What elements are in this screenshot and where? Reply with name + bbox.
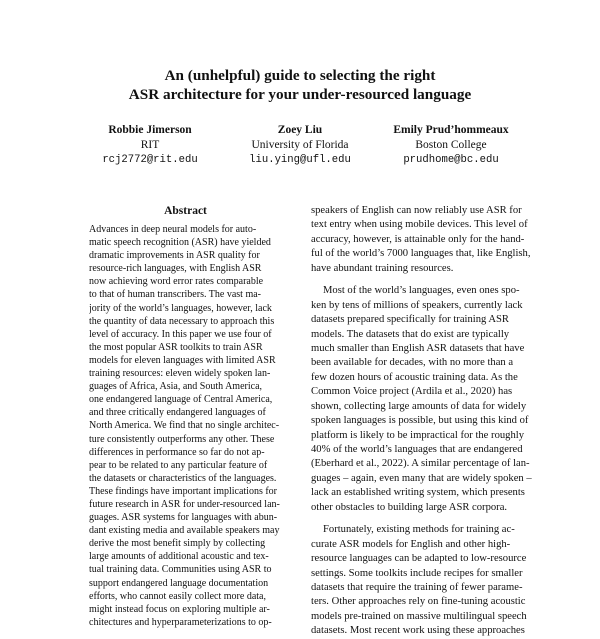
author-email: prudhome@bc.edu bbox=[403, 154, 499, 166]
body-line: few dozen hours of acoustic training data. As the bbox=[311, 371, 518, 383]
body-line: much smaller than English ASR datasets that have bbox=[311, 342, 525, 354]
body-line: ken by tens of millions of speakers, currently lack bbox=[311, 299, 523, 311]
abstract-line: might instead focus on exploring multiple ar- bbox=[89, 603, 270, 615]
paragraph-gap bbox=[311, 276, 533, 284]
body-line: accuracy, however, is attainable only for the hand- bbox=[311, 233, 525, 245]
body-line: guages – again, even many that are widely spoken – bbox=[311, 472, 532, 484]
body-line: been available for decades, with no more than a bbox=[311, 357, 514, 369]
abstract-line: the most popular ASR toolkits to train ASR bbox=[89, 341, 263, 353]
abstract-line: now achieving word error rates comparable bbox=[89, 276, 264, 288]
body-line: resource languages can be adapted to low-resource bbox=[311, 553, 527, 565]
body-line: speakers of English can now reliably use ASR for bbox=[311, 205, 522, 216]
body-line: text entry when using mobile devices. This level of bbox=[311, 219, 528, 231]
body-line: datasets prepared specifically for training ASR bbox=[311, 314, 509, 326]
abstract-line: training resources: eleven widely spoken lan- bbox=[89, 368, 271, 380]
body-line: platform is likely to be impractical for the roughly bbox=[311, 429, 524, 441]
author-name: Robbie Jimerson bbox=[108, 124, 192, 136]
author-email: liu.ying@ufl.edu bbox=[249, 154, 351, 166]
author-name: Emily Prud’hommeaux bbox=[393, 124, 509, 136]
author bbox=[215, 123, 385, 168]
body-line: Most of the world’s languages, even ones spo- bbox=[323, 285, 520, 297]
title-line: ASR architecture for your under-resourced language bbox=[128, 86, 472, 103]
body-line: models. The datasets that do exist are typically bbox=[311, 328, 510, 340]
title-line: An (unhelpful) guide to selecting the right bbox=[164, 67, 436, 84]
abstract-line: and three critically endangered languages of bbox=[89, 407, 266, 419]
author-name: Zoey Liu bbox=[277, 124, 323, 136]
abstract-line: jority of the world’s languages, however, lack bbox=[89, 302, 272, 314]
abstract-line: to that of human transcribers. The vast ma- bbox=[89, 289, 261, 301]
body-line: 40% of the world’s languages that are endangered bbox=[311, 444, 523, 455]
author-block bbox=[0, 123, 600, 173]
introduction-column bbox=[311, 204, 533, 639]
abstract-line: North America. We find that no single architec- bbox=[89, 420, 280, 432]
abstract-line: dant existing media and available speakers may bbox=[89, 525, 280, 537]
abstract-line: guages. ASR systems for languages with abun- bbox=[89, 512, 278, 524]
body-line: other obstacles to building large ASR corpora. bbox=[311, 501, 508, 513]
body-line: spoken languages is possible, but using this kind of bbox=[311, 415, 529, 427]
author-email: rcj2772@rit.edu bbox=[102, 154, 198, 166]
abstract-line: support endangered language documentation bbox=[89, 577, 269, 589]
paragraph-gap bbox=[311, 515, 533, 523]
abstract-line: the datasets or characteristics of the languages. bbox=[89, 472, 277, 484]
abstract-line: guages of Africa, Asia, and South America, bbox=[89, 381, 263, 393]
abstract-line: future research in ASR for under-resourced lan- bbox=[89, 498, 280, 510]
abstract-line: matic speech recognition (ASR) have yielded bbox=[89, 237, 271, 249]
abstract-heading: Abstract bbox=[164, 205, 207, 217]
abstract-line: differences in performance so far do not ap- bbox=[89, 446, 265, 458]
author bbox=[366, 123, 536, 168]
abstract-line: large amounts of additional acoustic and tex- bbox=[89, 551, 269, 563]
body-line: (Eberhard et al., 2022). A similar percentage of lan- bbox=[311, 458, 530, 470]
author bbox=[65, 123, 235, 168]
abstract-line: level of accuracy. In this paper we use four of bbox=[89, 328, 272, 340]
abstract-line: efforts, who cannot easily collect more data, bbox=[89, 590, 266, 602]
abstract-line: chitectures and hyperparameterizations to op- bbox=[89, 616, 272, 628]
author-affiliation: Boston College bbox=[415, 139, 487, 151]
body-line: ters. Other approaches rely on fine-tuning acoustic bbox=[311, 596, 526, 608]
abstract-line: dramatic improvements in ASR quality for bbox=[89, 250, 260, 262]
abstract-line: ture consistently outperforms any other. These bbox=[89, 433, 275, 445]
body-line: lack an established writing system, which presents bbox=[311, 487, 525, 499]
abstract-body bbox=[89, 223, 282, 629]
author-affiliation: University of Florida bbox=[251, 139, 349, 151]
abstract-line: Advances in deep neural models for auto- bbox=[89, 224, 257, 235]
abstract-line: the quantity of data necessary to approach this bbox=[89, 315, 275, 327]
body-line: curate ASR models for English and other high- bbox=[311, 538, 511, 550]
abstract-line: resource-rich languages, with English ASR bbox=[89, 263, 262, 275]
abstract-line: one endangered language of Central America, bbox=[89, 394, 273, 406]
abstract-line: These findings have important implications for bbox=[89, 485, 278, 497]
body-line: Common Voice project (Ardila et al., 2020) has bbox=[311, 386, 513, 398]
abstract-line: derive the most benefit simply by collecting bbox=[89, 538, 266, 550]
body-line: datasets. Most recent work using these approaches bbox=[311, 625, 525, 637]
abstract-line: models for eleven languages with limited ASR bbox=[89, 354, 276, 366]
body-line: datasets that require the training of fewer parame- bbox=[311, 581, 523, 593]
abstract-line: tual training data. Communities using ASR to bbox=[89, 564, 272, 576]
abstract-line: pear to be related to any particular feature of bbox=[89, 459, 268, 471]
body-line: ful of the world’s 7000 languages that, like English, bbox=[311, 248, 531, 260]
body-line: models pre-trained on massive multilingual speech bbox=[311, 610, 527, 622]
paper-title bbox=[0, 66, 600, 104]
author-affiliation: RIT bbox=[140, 139, 160, 151]
body-line: shown, collecting large amounts of data for widely bbox=[311, 400, 527, 412]
body-line: have abundant training resources. bbox=[311, 262, 454, 274]
body-line: settings. Some toolkits include recipes for smaller bbox=[311, 567, 523, 579]
body-line: Fortunately, existing methods for training ac- bbox=[323, 524, 515, 536]
